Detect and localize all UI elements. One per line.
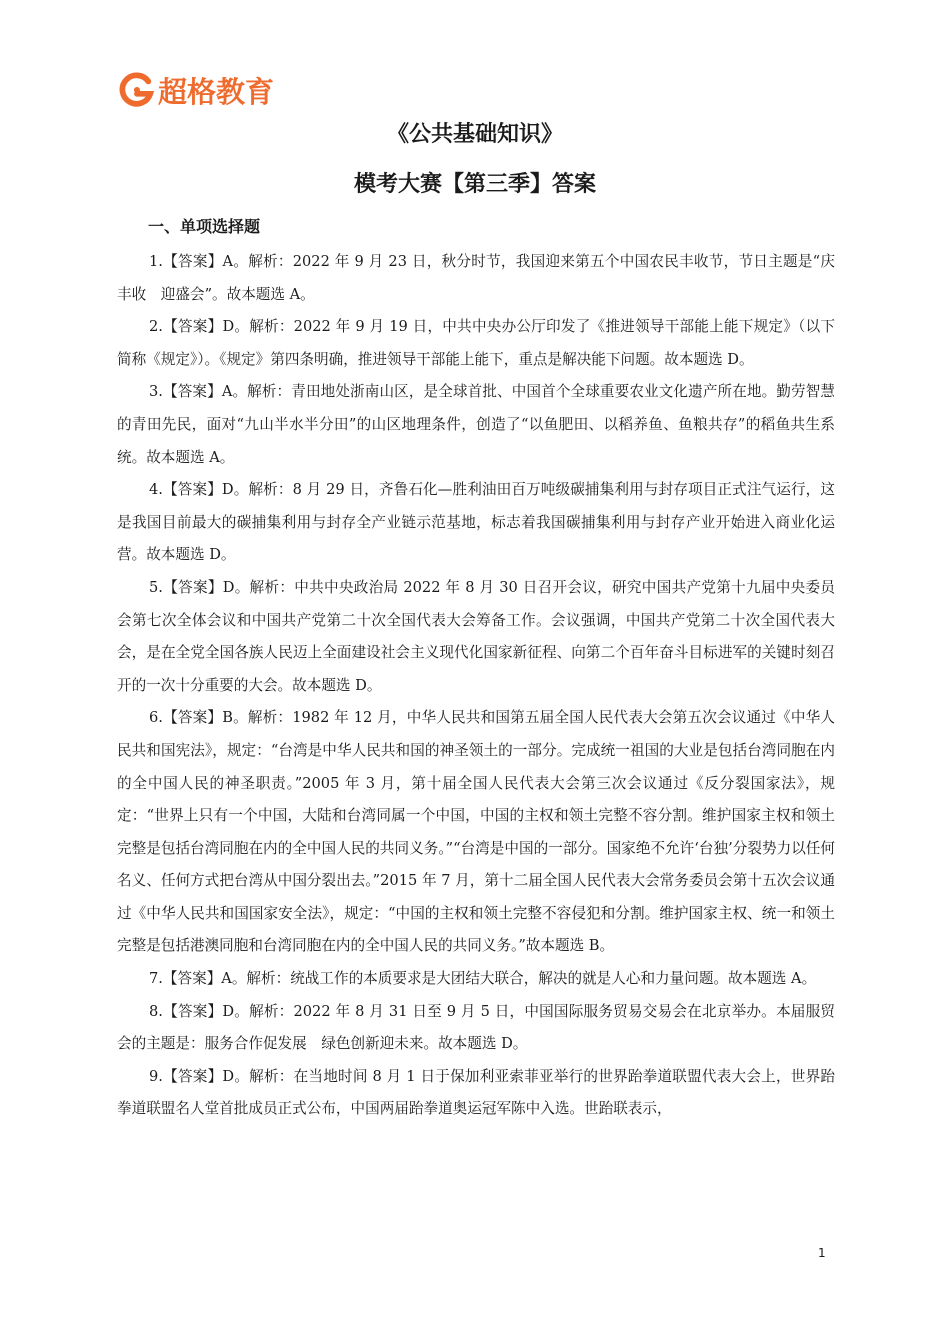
answer-item: 1.【答案】A。解析：2022 年 9 月 23 日，秋分时节，我国迎来第五个中国农民丰收节，节日主题是“庆丰收 迎盛会”。故本题选 A。 xyxy=(117,253,835,303)
brand-logo-icon xyxy=(117,71,155,109)
answer-item: 3.【答案】A。解析：青田地处浙南山区，是全球首批、中国首个全球重要农业文化遗产所在地。勤劳智慧的青田先民，面对“九山半水半分田”的山区地理条件，创造了“以鱼肥田、以稻养鱼、鱼粮共存”的稻鱼共生系统。故本题选 A。 xyxy=(117,383,835,466)
answer-list xyxy=(117,246,835,1126)
answer-item: 5.【答案】D。解析：中共中央政治局 2022 年 8 月 30 日召开会议，研究中国共产党第十九届中央委员会第七次全体会议和中国共产党第二十次全国代表大会筹备工作。会议强调，中国共产党第二十次全国代表大会，是在全党全国各族人民迈上全面建设社会主义现代化国家新征程、向第二个百年奋斗目标进军的关键时刻召开的一次十分重要的大会。故本题选 D。 xyxy=(117,578,835,694)
document-subtitle: 模考大赛【第三季】答案 xyxy=(353,172,596,197)
answer-item: 6.【答案】B。解析：1982 年 12 月，中华人民共和国第五届全国人民代表大会第五次会议通过《中华人民共和国宪法》，规定：“台湾是中华人民共和国的神圣领土的一部分。完成统一祖国的大业是包括台湾同胞在内的全中国人民的神圣职责。”2005 年 3 月，第十届全国人民代表大会第三次会议通过《反分裂国家法》，规定：“世界上只有一个中国，大陆和台湾同属一个中国，中国的主权和领土完整不容分割。维护国家主权和领土完整是包括台湾同胞在内的全中国人民的共同义务。”“台湾是中国的一部分。国家绝不允许‘台独’分裂势力以任何名义、任何方式把台湾从中国分裂出去。”2015 年 7 月，第十二届全国人民代表大会常务委员会第十五次会议通过《中华人民共和国国家安全法》，规定：“中国的主权和领土完整不容侵犯和分割。维护国家主权、统一和领土完整是包括港澳同胞和台湾同胞在内的全中国人民的共同义务。”故本题选 B。 xyxy=(117,709,835,955)
section-heading: 一、单项选择题 xyxy=(148,217,261,236)
page-number: 1 xyxy=(818,1246,826,1260)
answer-item: 8.【答案】D。解析：2022 年 8 月 31 日至 9 月 5 日，中国国际服务贸易交易会在北京举办。本届服贸会的主题是：服务合作促发展 绿色创新迎未来。故本题选 D。 xyxy=(117,1002,835,1053)
answer-item: 2.【答案】D。解析：2022 年 9 月 19 日，中共中央办公厅印发了《推进领导干部能上能下规定》（以下简称《规定》）。《规定》第四条明确，推进领导干部能上能下，重点是解决能下问题。故本题选 D。 xyxy=(117,318,835,368)
answer-item: 7.【答案】A。解析：统战工作的本质要求是大团结大联合，解决的就是人心和力量问题。故本题选 A。 xyxy=(149,970,817,988)
document-title: 《公共基础知识》 xyxy=(386,122,563,147)
brand-logo xyxy=(117,70,274,110)
brand-name: 超格教育 xyxy=(158,74,275,109)
answer-item: 9.【答案】D。解析：在当地时间 8 月 1 日于保加利亚索菲亚举行的世界跆拳道联盟代表大会上，世界跆拳道联盟名人堂首批成员正式公布，中国两届跆拳道奥运冠军陈中入选。世跆联表示， xyxy=(117,1067,835,1118)
answer-item: 4.【答案】D。解析：8 月 29 日，齐鲁石化—胜利油田百万吨级碳捕集利用与封存项目正式注气运行，这是我国目前最大的碳捕集利用与封存全产业链示范基地，标志着我国碳捕集利用与封存产业开始进入商业化运营。故本题选 D。 xyxy=(117,481,835,564)
